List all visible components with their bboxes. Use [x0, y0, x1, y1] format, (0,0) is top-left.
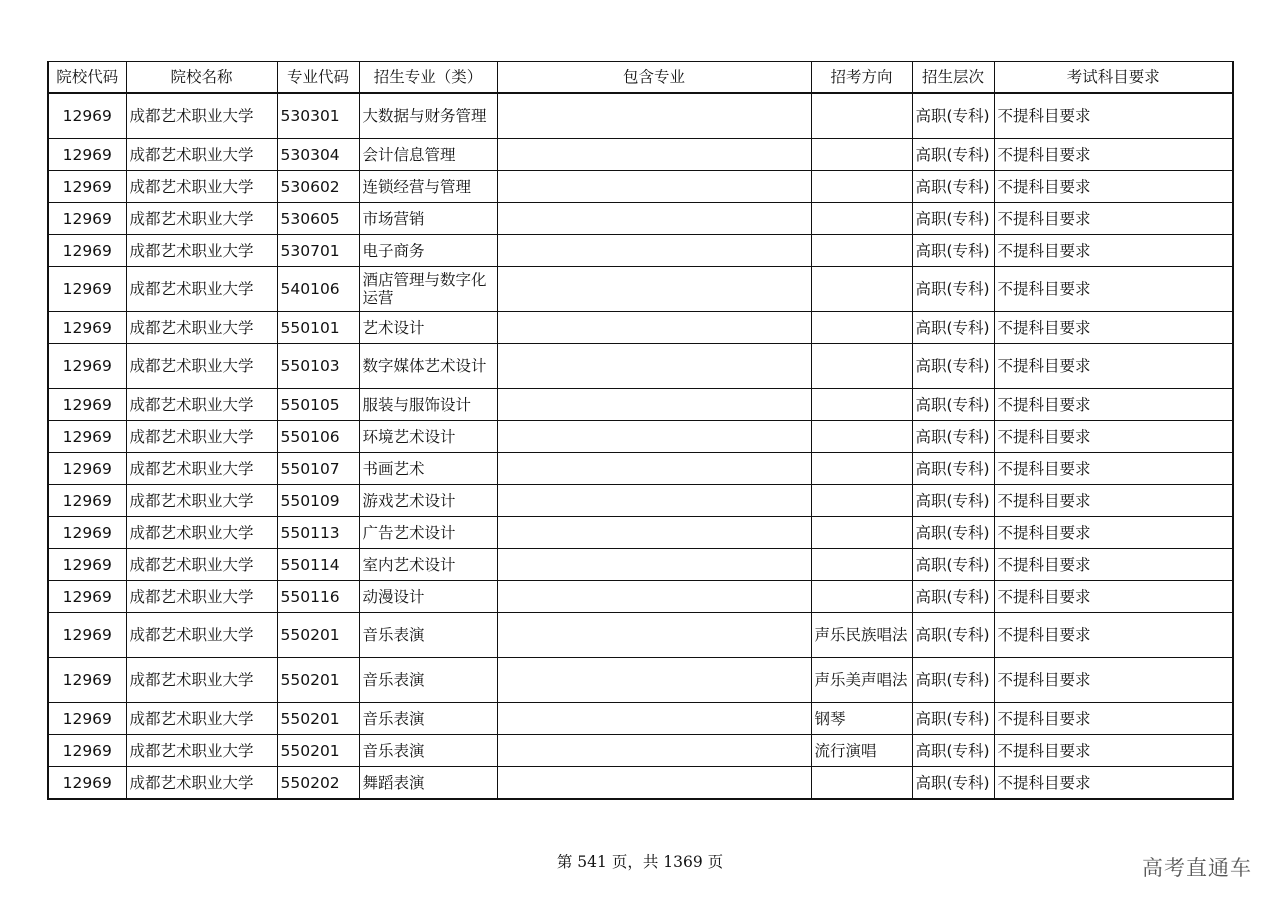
cell-school-name: 成都艺术职业大学 [126, 235, 277, 267]
table-row [48, 735, 1233, 767]
cell-level: 高职(专科) [912, 485, 994, 517]
cell-included-majors [497, 139, 811, 171]
header-major-code: 专业代码 [277, 62, 359, 94]
cell-included-majors [497, 735, 811, 767]
cell-major-name: 电子商务 [359, 235, 497, 267]
table-row [48, 658, 1233, 703]
cell-level: 高职(专科) [912, 581, 994, 613]
cell-school-name: 成都艺术职业大学 [126, 517, 277, 549]
cell-included-majors [497, 517, 811, 549]
cell-major-code: 550114 [277, 549, 359, 581]
cell-major-code: 530605 [277, 203, 359, 235]
cell-major-name: 游戏艺术设计 [359, 485, 497, 517]
cell-school-name: 成都艺术职业大学 [126, 703, 277, 735]
cell-school-name: 成都艺术职业大学 [126, 735, 277, 767]
cell-level: 高职(专科) [912, 171, 994, 203]
cell-level: 高职(专科) [912, 517, 994, 549]
cell-exam-direction: 声乐民族唱法 [811, 613, 912, 658]
cell-major-code: 550201 [277, 703, 359, 735]
cell-major-name: 音乐表演 [359, 735, 497, 767]
cell-exam-direction: 钢琴 [811, 703, 912, 735]
cell-exam-direction [811, 517, 912, 549]
cell-school-name: 成都艺术职业大学 [126, 312, 277, 344]
cell-included-majors [497, 389, 811, 421]
cell-school-code: 12969 [48, 735, 126, 767]
cell-major-code: 540106 [277, 267, 359, 312]
cell-exam-direction [811, 312, 912, 344]
cell-subject-requirement: 不提科目要求 [994, 235, 1233, 267]
cell-subject-requirement: 不提科目要求 [994, 581, 1233, 613]
cell-exam-direction [811, 453, 912, 485]
table-body [48, 93, 1233, 799]
header-school-code: 院校代码 [48, 62, 126, 94]
cell-included-majors [497, 767, 811, 800]
cell-school-name: 成都艺术职业大学 [126, 485, 277, 517]
cell-major-code: 530701 [277, 235, 359, 267]
table-row [48, 139, 1233, 171]
cell-school-name: 成都艺术职业大学 [126, 421, 277, 453]
cell-school-code: 12969 [48, 453, 126, 485]
cell-school-code: 12969 [48, 658, 126, 703]
table-row [48, 312, 1233, 344]
table-row [48, 344, 1233, 389]
cell-exam-direction: 声乐美声唱法 [811, 658, 912, 703]
cell-included-majors [497, 171, 811, 203]
cell-subject-requirement: 不提科目要求 [994, 421, 1233, 453]
cell-included-majors [497, 93, 811, 139]
cell-major-name: 服装与服饰设计 [359, 389, 497, 421]
cell-major-code: 550101 [277, 312, 359, 344]
cell-level: 高职(专科) [912, 549, 994, 581]
cell-included-majors [497, 235, 811, 267]
cell-school-code: 12969 [48, 549, 126, 581]
cell-major-code: 550201 [277, 613, 359, 658]
cell-school-code: 12969 [48, 581, 126, 613]
cell-major-code: 550202 [277, 767, 359, 800]
cell-subject-requirement: 不提科目要求 [994, 267, 1233, 312]
cell-subject-requirement: 不提科目要求 [994, 139, 1233, 171]
cell-major-code: 550107 [277, 453, 359, 485]
cell-exam-direction: 流行演唱 [811, 735, 912, 767]
table-header-row [48, 62, 1233, 94]
header-exam-direction: 招考方向 [811, 62, 912, 94]
cell-school-name: 成都艺术职业大学 [126, 344, 277, 389]
cell-major-code: 550105 [277, 389, 359, 421]
cell-subject-requirement: 不提科目要求 [994, 453, 1233, 485]
cell-exam-direction [811, 767, 912, 800]
cell-level: 高职(专科) [912, 312, 994, 344]
admissions-table [47, 61, 1234, 800]
cell-included-majors [497, 581, 811, 613]
cell-school-code: 12969 [48, 389, 126, 421]
cell-included-majors [497, 344, 811, 389]
cell-major-code: 530301 [277, 93, 359, 139]
header-major-name: 招生专业（类） [359, 62, 497, 94]
cell-subject-requirement: 不提科目要求 [994, 767, 1233, 800]
table-row [48, 203, 1233, 235]
cell-level: 高职(专科) [912, 203, 994, 235]
header-level: 招生层次 [912, 62, 994, 94]
cell-school-name: 成都艺术职业大学 [126, 93, 277, 139]
cell-major-code: 550113 [277, 517, 359, 549]
cell-level: 高职(专科) [912, 613, 994, 658]
cell-exam-direction [811, 389, 912, 421]
cell-major-name: 动漫设计 [359, 581, 497, 613]
cell-school-name: 成都艺术职业大学 [126, 453, 277, 485]
cell-subject-requirement: 不提科目要求 [994, 389, 1233, 421]
cell-school-name: 成都艺术职业大学 [126, 139, 277, 171]
cell-major-name: 连锁经营与管理 [359, 171, 497, 203]
cell-school-name: 成都艺术职业大学 [126, 767, 277, 800]
cell-school-name: 成都艺术职业大学 [126, 581, 277, 613]
cell-included-majors [497, 267, 811, 312]
cell-school-name: 成都艺术职业大学 [126, 171, 277, 203]
cell-school-code: 12969 [48, 703, 126, 735]
cell-subject-requirement: 不提科目要求 [994, 312, 1233, 344]
cell-major-name: 市场营销 [359, 203, 497, 235]
cell-school-name: 成都艺术职业大学 [126, 203, 277, 235]
cell-major-name: 会计信息管理 [359, 139, 497, 171]
cell-school-name: 成都艺术职业大学 [126, 613, 277, 658]
cell-included-majors [497, 453, 811, 485]
cell-included-majors [497, 549, 811, 581]
cell-subject-requirement: 不提科目要求 [994, 613, 1233, 658]
cell-level: 高职(专科) [912, 139, 994, 171]
table-row [48, 453, 1233, 485]
cell-exam-direction [811, 344, 912, 389]
cell-subject-requirement: 不提科目要求 [994, 658, 1233, 703]
table-row [48, 581, 1233, 613]
table-row [48, 267, 1233, 312]
cell-major-code: 550109 [277, 485, 359, 517]
cell-school-code: 12969 [48, 613, 126, 658]
cell-major-code: 550201 [277, 658, 359, 703]
cell-school-code: 12969 [48, 235, 126, 267]
cell-school-name: 成都艺术职业大学 [126, 658, 277, 703]
header-subject-requirement: 考试科目要求 [994, 62, 1233, 94]
cell-subject-requirement: 不提科目要求 [994, 344, 1233, 389]
table-row [48, 389, 1233, 421]
watermark-text: 高考直通车 [1142, 856, 1252, 880]
cell-included-majors [497, 421, 811, 453]
cell-level: 高职(专科) [912, 767, 994, 800]
cell-major-name: 音乐表演 [359, 703, 497, 735]
cell-level: 高职(专科) [912, 344, 994, 389]
cell-level: 高职(专科) [912, 235, 994, 267]
cell-major-name: 书画艺术 [359, 453, 497, 485]
cell-major-name: 音乐表演 [359, 658, 497, 703]
header-included-majors: 包含专业 [497, 62, 811, 94]
cell-exam-direction [811, 93, 912, 139]
cell-major-name: 室内艺术设计 [359, 549, 497, 581]
cell-school-code: 12969 [48, 171, 126, 203]
cell-exam-direction [811, 139, 912, 171]
cell-subject-requirement: 不提科目要求 [994, 517, 1233, 549]
cell-level: 高职(专科) [912, 267, 994, 312]
cell-school-code: 12969 [48, 267, 126, 312]
cell-exam-direction [811, 421, 912, 453]
cell-included-majors [497, 203, 811, 235]
cell-major-name: 音乐表演 [359, 613, 497, 658]
cell-major-code: 530602 [277, 171, 359, 203]
table-row [48, 235, 1233, 267]
cell-subject-requirement: 不提科目要求 [994, 549, 1233, 581]
cell-major-name: 艺术设计 [359, 312, 497, 344]
cell-exam-direction [811, 171, 912, 203]
cell-major-code: 550116 [277, 581, 359, 613]
cell-level: 高职(专科) [912, 658, 994, 703]
cell-exam-direction [811, 235, 912, 267]
cell-subject-requirement: 不提科目要求 [994, 171, 1233, 203]
cell-major-name: 舞蹈表演 [359, 767, 497, 800]
cell-school-code: 12969 [48, 517, 126, 549]
cell-school-code: 12969 [48, 93, 126, 139]
page-number: 第 541 页，共 1369 页 [556, 853, 724, 871]
table-row [48, 703, 1233, 735]
cell-subject-requirement: 不提科目要求 [994, 485, 1233, 517]
cell-major-code: 550103 [277, 344, 359, 389]
cell-major-name: 广告艺术设计 [359, 517, 497, 549]
table-row [48, 517, 1233, 549]
cell-level: 高职(专科) [912, 453, 994, 485]
cell-school-name: 成都艺术职业大学 [126, 389, 277, 421]
cell-subject-requirement: 不提科目要求 [994, 203, 1233, 235]
cell-level: 高职(专科) [912, 735, 994, 767]
table-row [48, 93, 1233, 139]
cell-major-code: 550106 [277, 421, 359, 453]
table-row [48, 171, 1233, 203]
cell-level: 高职(专科) [912, 703, 994, 735]
table-row [48, 613, 1233, 658]
cell-school-code: 12969 [48, 421, 126, 453]
cell-exam-direction [811, 485, 912, 517]
cell-included-majors [497, 485, 811, 517]
table-row [48, 767, 1233, 800]
cell-major-name: 环境艺术设计 [359, 421, 497, 453]
cell-subject-requirement: 不提科目要求 [994, 735, 1233, 767]
cell-major-name: 酒店管理与数字化运营 [359, 267, 497, 312]
cell-included-majors [497, 658, 811, 703]
cell-school-code: 12969 [48, 203, 126, 235]
table-row [48, 549, 1233, 581]
cell-level: 高职(专科) [912, 421, 994, 453]
cell-included-majors [497, 613, 811, 658]
table-row [48, 485, 1233, 517]
cell-exam-direction [811, 267, 912, 312]
cell-level: 高职(专科) [912, 93, 994, 139]
cell-exam-direction [811, 549, 912, 581]
cell-major-name: 大数据与财务管理 [359, 93, 497, 139]
header-school-name: 院校名称 [126, 62, 277, 94]
cell-school-code: 12969 [48, 344, 126, 389]
cell-school-name: 成都艺术职业大学 [126, 549, 277, 581]
cell-exam-direction [811, 581, 912, 613]
cell-school-code: 12969 [48, 485, 126, 517]
cell-school-code: 12969 [48, 312, 126, 344]
cell-school-code: 12969 [48, 139, 126, 171]
cell-major-name: 数字媒体艺术设计 [359, 344, 497, 389]
cell-school-name: 成都艺术职业大学 [126, 267, 277, 312]
cell-level: 高职(专科) [912, 389, 994, 421]
cell-included-majors [497, 312, 811, 344]
cell-subject-requirement: 不提科目要求 [994, 703, 1233, 735]
cell-included-majors [497, 703, 811, 735]
cell-exam-direction [811, 203, 912, 235]
cell-subject-requirement: 不提科目要求 [994, 93, 1233, 139]
table-row [48, 421, 1233, 453]
cell-major-code: 530304 [277, 139, 359, 171]
cell-major-code: 550201 [277, 735, 359, 767]
cell-school-code: 12969 [48, 767, 126, 800]
